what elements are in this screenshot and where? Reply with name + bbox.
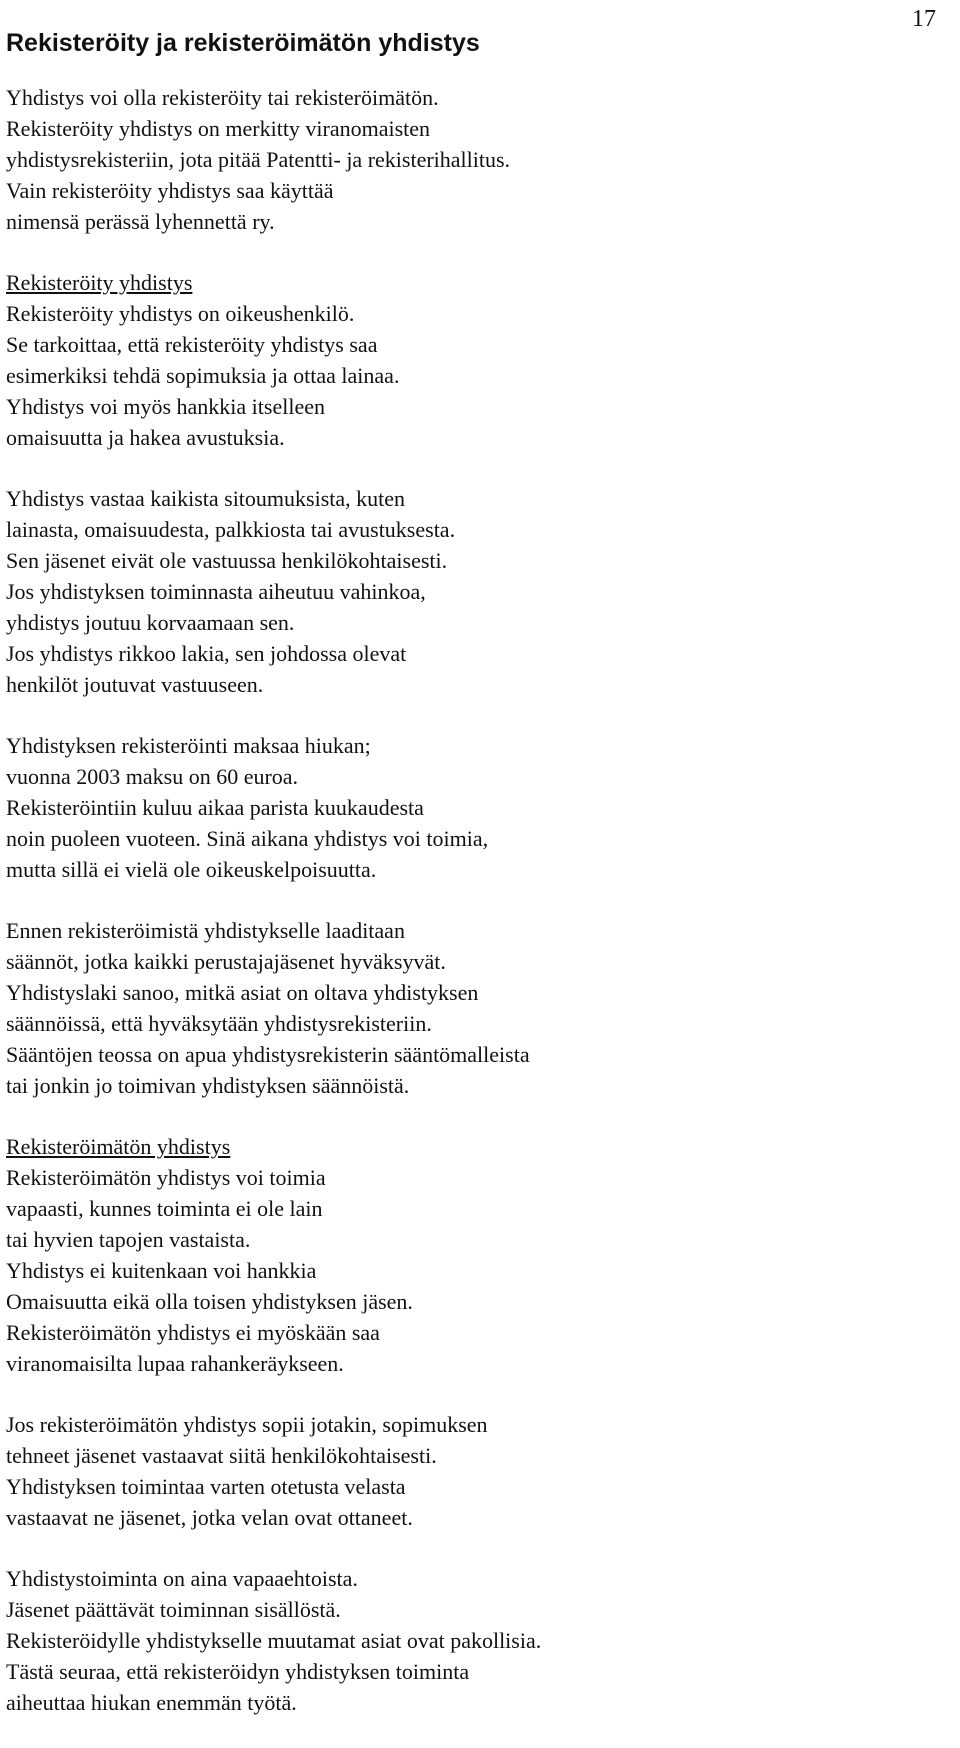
text-line: Rekisteröimätön yhdistys voi toimia: [6, 1165, 326, 1190]
text-line: Yhdistys ei kuitenkaan voi hankkia: [6, 1258, 317, 1283]
paragraph: [6, 1409, 936, 1533]
paragraph: [6, 267, 936, 453]
section-heading: Rekisteröity yhdistys: [6, 270, 193, 295]
text-line: Yhdistyksen rekisteröinti maksaa hiukan;: [6, 733, 371, 758]
text-line: Rekisteröintiin kuluu aikaa parista kuukaudesta: [6, 795, 424, 820]
page-title: Rekisteröity ja rekisteröimätön yhdistys: [6, 29, 480, 57]
text-line: Yhdistys vastaa kaikista sitoumuksista, kuten: [6, 486, 406, 511]
paragraph: [6, 1131, 936, 1379]
text-line: Jos rekisteröimätön yhdistys sopii jotakin, sopimuksen: [6, 1412, 488, 1437]
text-line: vuonna 2003 maksu on 60 euroa.: [6, 764, 299, 789]
text-line: säännöt, jotka kaikki perustajajäsenet hyväksyvät.: [6, 949, 446, 974]
paragraph: [6, 730, 936, 885]
text-line: Ennen rekisteröimistä yhdistykselle laaditaan: [6, 918, 405, 943]
text-line: Tästä seuraa, että rekisteröidyn yhdistyksen toiminta: [6, 1659, 470, 1684]
text-line: Sen jäsenet eivät ole vastuussa henkilökohtaisesti.: [6, 548, 448, 573]
sections-container: [6, 82, 936, 1718]
text-line: Rekisteröimätön yhdistys ei myöskään saa: [6, 1320, 380, 1345]
text-line: aiheuttaa hiukan enemmän työtä.: [6, 1690, 297, 1715]
text-line: viranomaisilta lupaa rahankeräykseen.: [6, 1351, 344, 1376]
text-line: Jos yhdistys rikkoo lakia, sen johdossa olevat: [6, 641, 407, 666]
text-line: omaisuutta ja hakea avustuksia.: [6, 425, 285, 450]
text-line: Yhdistystoiminta on aina vapaaehtoista.: [6, 1566, 358, 1591]
text-line: Yhdistyksen toimintaa varten otetusta velasta: [6, 1474, 406, 1499]
text-line: vapaasti, kunnes toiminta ei ole lain: [6, 1196, 323, 1221]
document-body: [6, 26, 936, 1748]
text-line: Yhdistys voi myös hankkia itselleen: [6, 394, 325, 419]
text-line: lainasta, omaisuudesta, palkkiosta tai avustuksesta.: [6, 517, 456, 542]
text-line: tai hyvien tapojen vastaista.: [6, 1227, 251, 1252]
text-line: henkilöt joutuvat vastuuseen.: [6, 672, 264, 697]
text-line: mutta sillä ei vielä ole oikeuskelpoisuutta.: [6, 857, 377, 882]
paragraph: [6, 915, 936, 1101]
text-line: Rekisteröidylle yhdistykselle muutamat asiat ovat pakollisia.: [6, 1628, 542, 1653]
text-line: Rekisteröity yhdistys on merkitty viranomaisten: [6, 116, 431, 141]
text-line: vastaavat ne jäsenet, jotka velan ovat ottaneet.: [6, 1505, 413, 1530]
text-line: säännöissä, että hyväksytään yhdistysrekisteriin.: [6, 1011, 432, 1036]
text-line: tai jonkin jo toimivan yhdistyksen säännöistä.: [6, 1073, 410, 1098]
text-line: yhdistysrekisteriin, jota pitää Patentti- ja rekisterihallitus.: [6, 147, 511, 172]
text-line: Sääntöjen teossa on apua yhdistysrekisterin sääntömalleista: [6, 1042, 530, 1067]
text-line: esimerkiksi tehdä sopimuksia ja ottaa lainaa.: [6, 363, 400, 388]
paragraph: [6, 483, 936, 700]
paragraph: [6, 1563, 936, 1718]
text-line: Yhdistys voi olla rekisteröity tai rekisteröimätön.: [6, 85, 439, 110]
text-line: Se tarkoittaa, että rekisteröity yhdistys saa: [6, 332, 378, 357]
section-heading: Rekisteröimätön yhdistys: [6, 1134, 231, 1159]
text-line: Vain rekisteröity yhdistys saa käyttää: [6, 178, 334, 203]
paragraph: [6, 82, 936, 237]
text-line: noin puoleen vuoteen. Sinä aikana yhdistys voi toimia,: [6, 826, 489, 851]
page-number: 17: [912, 6, 936, 32]
text-line: Rekisteröity yhdistys on oikeushenkilö.: [6, 301, 355, 326]
text-line: tehneet jäsenet vastaavat siitä henkilökohtaisesti.: [6, 1443, 437, 1468]
text-line: nimensä perässä lyhennettä ry.: [6, 209, 275, 234]
text-line: Yhdistyslaki sanoo, mitkä asiat on oltava yhdistyksen: [6, 980, 479, 1005]
text-line: Omaisuutta eikä olla toisen yhdistyksen jäsen.: [6, 1289, 413, 1314]
text-line: yhdistys joutuu korvaamaan sen.: [6, 610, 295, 635]
text-line: Jäsenet päättävät toiminnan sisällöstä.: [6, 1597, 341, 1622]
text-line: Jos yhdistyksen toiminnasta aiheutuu vahinkoa,: [6, 579, 426, 604]
